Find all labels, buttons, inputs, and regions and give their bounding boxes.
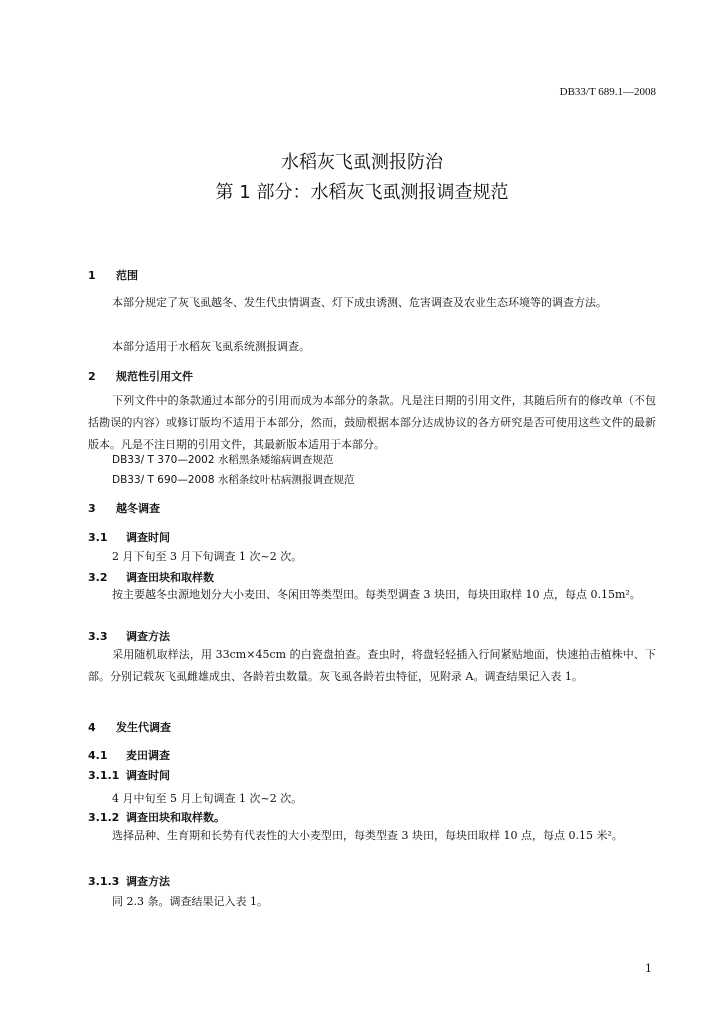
subsection-number: 3.1 <box>88 531 108 544</box>
subsection-heading-3-1-2 <box>88 809 225 825</box>
reference-item: DB33/ T 370—2002 水稻黑条矮缩病调查规范 <box>112 454 334 466</box>
subsection-number: 4.1 <box>88 749 108 762</box>
section-title: 范围 <box>116 269 138 282</box>
section-title: 越冬调查 <box>116 502 160 515</box>
subsection-title: 调查时间 <box>126 531 170 544</box>
section-heading-4 <box>88 719 171 735</box>
document-title: 水稻灰飞虱测报防治 <box>281 152 443 173</box>
paragraph: 2 月下旬至 3 月下旬调查 1 次~2 次。 <box>112 550 303 563</box>
subsection-heading-3-2 <box>88 569 214 585</box>
section-number: 3 <box>88 502 96 515</box>
subsection-title: 调查田块和取样数 <box>126 571 214 584</box>
document-subtitle: 第 1 部分：水稻灰飞虱测报调查规范 <box>215 182 509 203</box>
section-number: 2 <box>88 370 96 383</box>
subsection-heading-3-1-3 <box>88 873 170 889</box>
paragraph: 选择品种、生育期和长势有代表性的大小麦型田，每类型查 3 块田，每块田取样 10 点，每点 0.15 米²。 <box>112 829 623 842</box>
section-heading-3 <box>88 500 160 516</box>
section-number: 1 <box>88 269 96 282</box>
subsection-title: 调查田块和取样数。 <box>126 811 225 824</box>
paragraph: 下列文件中的条款通过本部分的引用而成为本部分的条款。凡是注日期的引用文件，其随后所有的修改单（不包括勘误的内容）或修订版均不适用于本部分，然而，鼓励根据本部分达成协议的各方研究是否可使用这些文件的最新版本。凡是不注日期的引用文件，其最新版本适用于本部分。 <box>88 394 656 451</box>
subsection-heading-4-1 <box>88 747 170 763</box>
subsection-number: 3.1.2 <box>88 811 120 824</box>
subsection-heading-3-1 <box>88 529 170 545</box>
paragraph: 本部分规定了灰飞虱越冬、发生代虫情调查、灯下成虫诱测、危害调查及农业生态环境等的调查方法。 <box>112 296 607 309</box>
subsection-number: 3.1.3 <box>88 875 120 888</box>
section-heading-1 <box>88 267 138 283</box>
subsection-heading-3-1-1 <box>88 767 170 783</box>
section-title: 发生代调查 <box>116 721 171 734</box>
subsection-title: 调查方法 <box>126 875 170 888</box>
page-number: 1 <box>645 962 652 975</box>
subsection-title: 调查方法 <box>126 630 170 643</box>
subsection-title: 麦田调查 <box>126 749 170 762</box>
reference-item: DB33/ T 690—2008 水稻条纹叶枯病测报调查规范 <box>112 474 355 486</box>
paragraph: 采用随机取样法，用 33cm×45cm 的白瓷盘拍查。查虫时，将盘轻轻插入行间紧贴地面，快速拍击植株中、下部。分别记载灰飞虱雌雄成虫、各龄若虫数量。灰飞虱各龄若虫特征，见附录 A。调查结果记入表 1。 <box>88 648 656 683</box>
paragraph: 本部分适用于水稻灰飞虱系统测报调查。 <box>112 340 310 353</box>
subsection-title: 调查时间 <box>126 769 170 782</box>
paragraph: 4 月中旬至 5 月上旬调查 1 次~2 次。 <box>112 792 303 805</box>
subsection-heading-3-3 <box>88 628 170 644</box>
section-number: 4 <box>88 721 96 734</box>
subsection-number: 3.3 <box>88 630 108 643</box>
subsection-number: 3.2 <box>88 571 108 584</box>
section-heading-2 <box>88 368 193 384</box>
paragraph: 同 2.3 条。调查结果记入表 1。 <box>112 895 268 908</box>
paragraph: 按主要越冬虫源地划分大小麦田、冬闲田等类型田。每类型调查 3 块田，每块田取样 10 点，每点 0.15m²。 <box>112 588 641 601</box>
document-code: DB33/T 689.1—2008 <box>559 86 656 98</box>
section-title: 规范性引用文件 <box>116 370 193 383</box>
subsection-number: 3.1.1 <box>88 769 120 782</box>
